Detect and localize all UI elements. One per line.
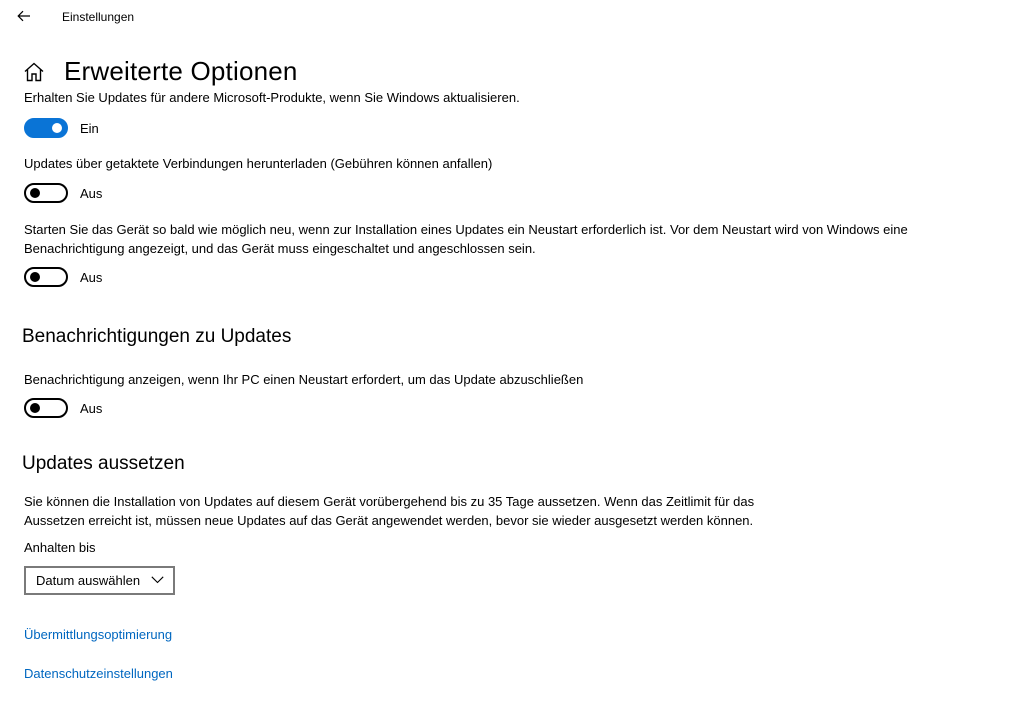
toggle-knob — [52, 123, 62, 133]
restart-toggle[interactable] — [24, 267, 68, 287]
delivery-optimization-link[interactable]: Übermittlungsoptimierung — [24, 627, 173, 642]
privacy-settings-link[interactable]: Datenschutzeinstellungen — [24, 666, 173, 681]
dropdown-value: Datum auswählen — [36, 573, 141, 588]
pause-select-label: Anhalten bis — [24, 540, 96, 555]
toggle-state-label: Aus — [80, 269, 103, 285]
title-bar — [0, 0, 1022, 34]
home-icon[interactable] — [22, 60, 46, 84]
page-header — [22, 56, 722, 90]
window-title: Einstellungen — [62, 10, 135, 24]
setting-restart-toggle-row — [24, 267, 102, 287]
setting-other-products-text — [24, 92, 924, 106]
toggle-state-label: Aus — [80, 185, 103, 201]
toggle-knob — [30, 403, 40, 413]
setting-restart-text: Starten Sie das Gerät so bald wie möglich neu, wenn zur Installation eines Updates ein Neustart erforderlich ist. Vor dem Neustart wird von Windows eine Benachrichtigung angezeigt, und das Gerät muss eingeschaltet und angeschlossen sein. — [24, 222, 908, 256]
other-products-toggle[interactable] — [24, 118, 68, 138]
setting-other-products-toggle-row — [24, 118, 99, 138]
notification-restart-text: Benachrichtigung anzeigen, wenn Ihr PC einen Neustart erfordert, um das Update abzuschließen — [24, 372, 584, 387]
setting-other-products-label: Erhalten Sie Updates für andere Microsoft-Produkte, wenn Sie Windows aktualisieren. — [24, 92, 520, 105]
pause-date-dropdown[interactable] — [24, 566, 175, 595]
back-button[interactable] — [10, 4, 38, 28]
chevron-down-icon — [151, 576, 164, 584]
pause-heading: Updates aussetzen — [22, 453, 185, 474]
setting-metered-text: Updates über getaktete Verbindungen herunterladen (Gebühren können anfallen) — [24, 156, 493, 171]
metered-toggle[interactable] — [24, 183, 68, 203]
toggle-state-label: Aus — [80, 400, 103, 416]
toggle-state-label: Ein — [80, 120, 99, 136]
pause-description: Sie können die Installation von Updates auf diesem Gerät vorübergehend bis zu 35 Tage aussetzen. Wenn das Zeitlimit für das Aussetzen erreicht ist, müssen neue Updates auf das Gerät angewendet werden, bevor sie wieder ausgesetzt werden können. — [24, 494, 755, 528]
notifications-heading: Benachrichtigungen zu Updates — [22, 326, 292, 347]
back-arrow-icon — [17, 10, 31, 22]
toggle-knob — [30, 272, 40, 282]
notification-toggle-row — [24, 398, 102, 418]
notification-toggle[interactable] — [24, 398, 68, 418]
toggle-knob — [30, 188, 40, 198]
page-title: Erweiterte Optionen — [64, 56, 298, 86]
setting-metered-toggle-row — [24, 183, 102, 203]
